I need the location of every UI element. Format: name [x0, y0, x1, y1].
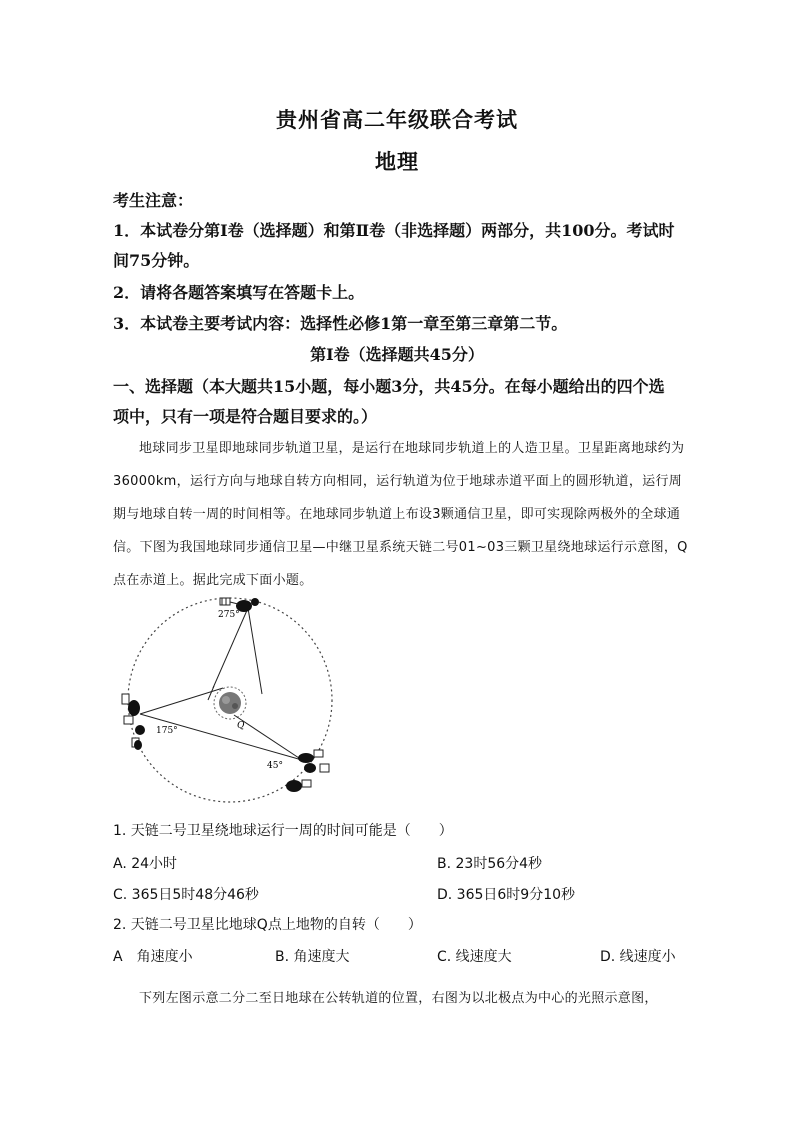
- exam-subject: 地理: [375, 149, 419, 174]
- angle-label-275: 275°: [218, 610, 240, 620]
- question-1-stem: 1. 天链二号卫星绕地球运行一周的时间可能是（ ）: [113, 823, 453, 839]
- question-2-stem: 2. 天链二号卫星比地球Q点上地物的自转（ ）: [113, 917, 422, 933]
- section-instruction-line-2: 项中，只有一项是符合题目要求的。）: [113, 407, 378, 426]
- question-1-option-a: A. 24小时: [113, 856, 178, 872]
- passage-next: 下列左图示意二分二至日地球在公转轨道的位置，右图为以北极点为中心的光照示意图，: [139, 991, 658, 1006]
- volume-title: 第Ⅰ卷（选择题共45分）: [310, 345, 484, 364]
- notice-item-1-line-1: 1．本试卷分第Ⅰ卷（选择题）和第Ⅱ卷（非选择题）两部分，共100分。考试时: [113, 221, 675, 240]
- exam-title: 贵州省高二年级联合考试: [276, 107, 518, 132]
- point-q-label: Q: [237, 721, 245, 731]
- passage-satellite: 地球同步卫星即地球同步轨道卫星，是运行在地球同步轨道上的人造卫星。卫星距离地球约为36000km，运行方向与地球自转方向相同，运行轨道为位于地球赤道平面上的圆形轨道，运行周期与地球自转一周的时间相等。在地球同步轨道上布设3颗通信卫星，即可实现除两极外的全球通信。下图为我国地球同步通信卫星—中继卫星系统天链二号01~03三颗卫星绕地球运行示意图，Q点在赤道上。据此完成下面小题。: [113, 441, 688, 588]
- satellite-icon-45: [286, 750, 329, 792]
- question-2-option-a: A 角速度小: [113, 949, 193, 965]
- satellite-orbit-diagram: [110, 590, 350, 812]
- satellite-icon-175: [122, 694, 145, 750]
- notice-item-1-line-2: 间75分钟。: [113, 251, 200, 270]
- section-instruction-line-1: 一、选择题（本大题共15小题，每小题3分，共45分。在每小题给出的四个选: [113, 377, 665, 396]
- notice-item-3: 3．本试卷主要考试内容：选择性必修1第一章至第三章第二节。: [113, 314, 568, 333]
- question-1-option-b: B. 23时56分4秒: [437, 856, 543, 872]
- question-1-option-c: C. 365日5时48分46秒: [113, 887, 259, 903]
- angle-label-175: 175°: [156, 726, 178, 736]
- notice-item-2: 2．请将各题答案填写在答题卡上。: [113, 283, 365, 302]
- notice-heading: 考生注意：: [113, 191, 194, 210]
- earth-icon: [219, 692, 241, 714]
- question-1-option-d: D. 365日6时9分10秒: [437, 887, 576, 903]
- angle-label-45: 45°: [267, 761, 283, 771]
- question-2-option-c: C. 线速度大: [437, 949, 512, 965]
- question-2-option-d: D. 线速度小: [600, 949, 676, 965]
- question-2-option-b: B. 角速度大: [275, 949, 350, 965]
